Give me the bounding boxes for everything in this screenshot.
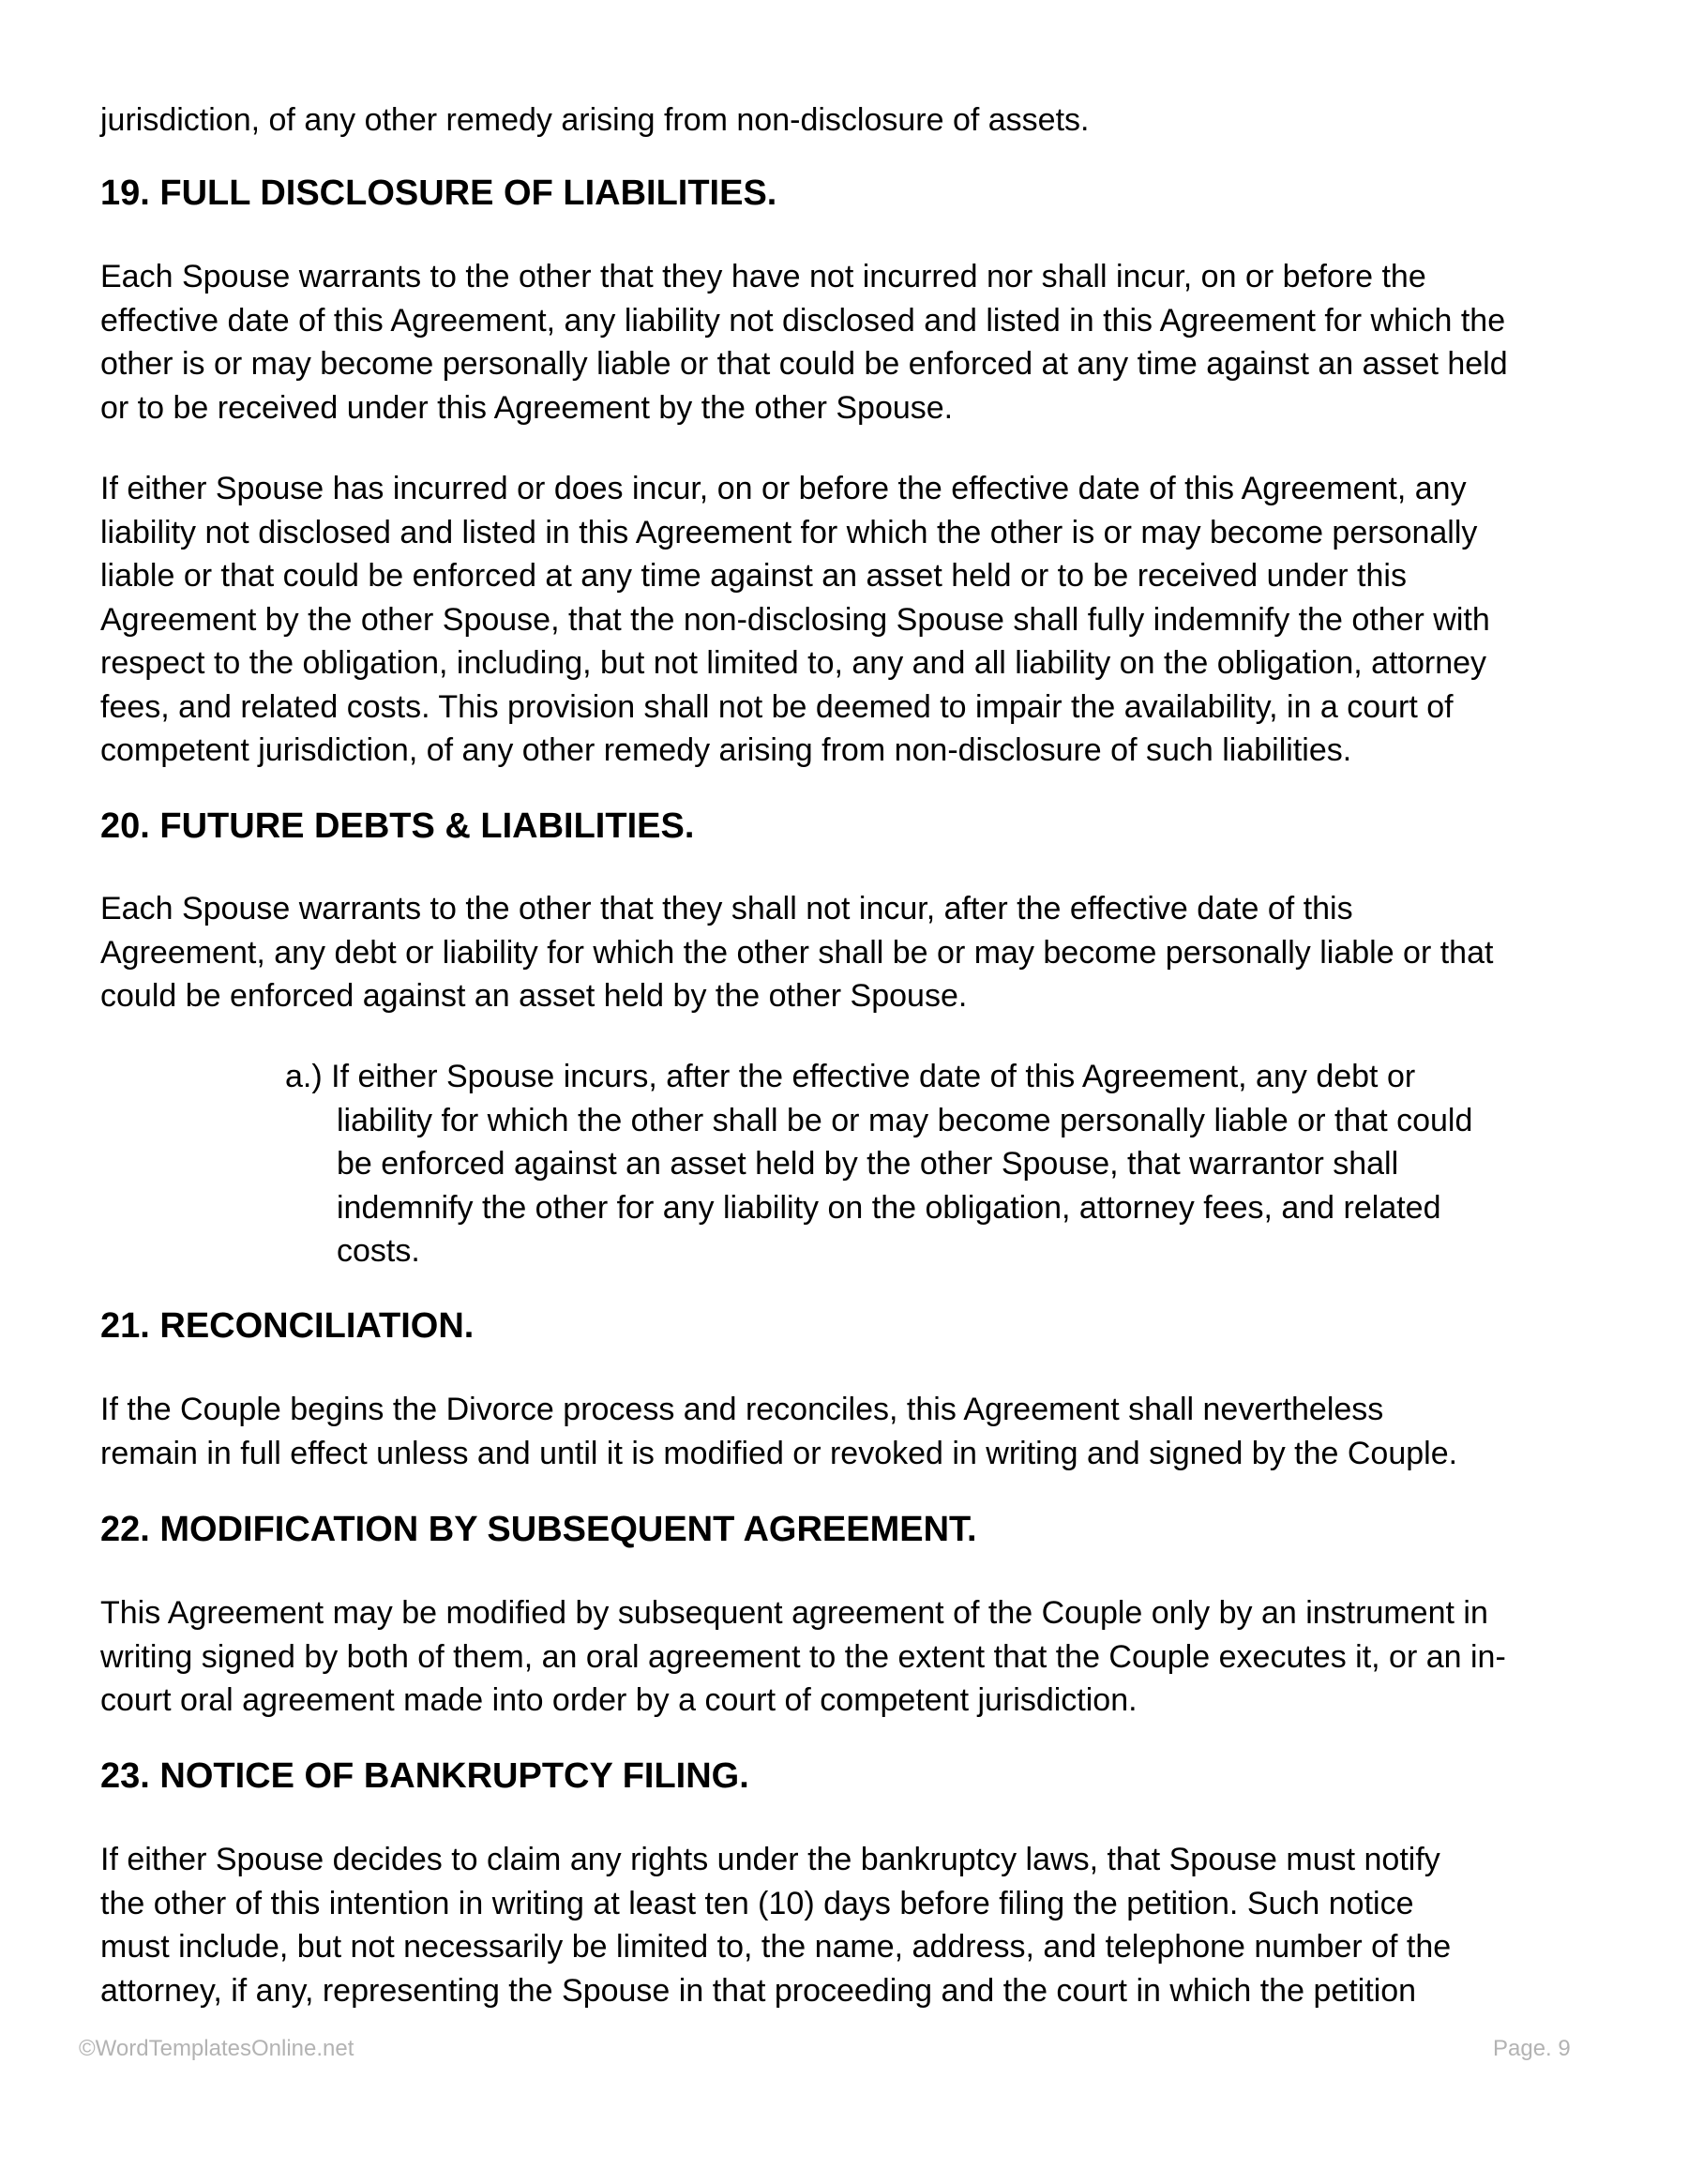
section-20-paragraph-1: [100, 887, 1493, 1018]
section-19-paragraph-1: [100, 255, 1508, 429]
text-line: must include, but not necessarily be limited to, the name, address, and telephone number of the: [100, 1929, 1452, 1965]
section-23-paragraph-1: [100, 1838, 1451, 2012]
text-line: Agreement by the other Spouse, that the non-disclosing Spouse shall fully indemnify the other with: [100, 601, 1490, 638]
text-line: a.) If either Spouse incurs, after the effective date of this Agreement, any debt or: [285, 1059, 1416, 1094]
text-line: Each Spouse warrants to the other that they have not incurred nor shall incur, on or before the: [100, 259, 1426, 294]
text-line: writing signed by both of them, an oral agreement to the extent that the Couple executes it, or an in-: [100, 1638, 1506, 1675]
text-line: If either Spouse has incurred or does incur, on or before the effective date of this Agreement, any: [100, 471, 1467, 506]
text-line: effective date of this Agreement, any liability not disclosed and listed in this Agreement for which the: [100, 302, 1506, 339]
section-21-paragraph-1: [100, 1388, 1457, 1475]
text-line: costs.: [337, 1233, 420, 1269]
section-19-paragraph-2: [100, 467, 1490, 773]
text-line: the other of this intention in writing at least ten (10) days before filing the petition. Such notice: [100, 1885, 1414, 1921]
text-line: other is or may become personally liable or that could be enforced at any time against an asset held: [100, 346, 1508, 382]
section-23-heading: 23. NOTICE OF BANKRUPTCY FILING.: [100, 1756, 749, 1796]
footer-page-number: Page. 9: [1493, 2036, 1571, 2061]
text-line: If either Spouse decides to claim any rights under the bankruptcy laws, that Spouse must notify: [100, 1842, 1440, 1877]
footer-copyright: ©WordTemplatesOnline.net: [79, 2036, 354, 2061]
text-line: Each Spouse warrants to the other that they shall not incur, after the effective date of this: [100, 891, 1353, 926]
text-line: liability not disclosed and listed in this Agreement for which the other is or may become personally: [100, 514, 1478, 550]
text-line: liability for which the other shall be or may become personally liable or that could: [337, 1102, 1473, 1138]
text-line: attorney, if any, representing the Spouse in that proceeding and the court in which the petition: [100, 1972, 1417, 2009]
text-line: If the Couple begins the Divorce process and reconciles, this Agreement shall nevertheless: [100, 1392, 1384, 1427]
text-line: liable or that could be enforced at any time against an asset held or to be received under this: [100, 558, 1407, 594]
section-22-paragraph-1: [100, 1591, 1506, 1723]
text-line: indemnify the other for any liability on the obligation, attorney fees, and related: [337, 1189, 1441, 1226]
section-20-heading: 20. FUTURE DEBTS & LIABILITIES.: [100, 806, 695, 846]
paragraph-continuation: jurisdiction, of any other remedy arising from non-disclosure of assets.: [100, 102, 1090, 138]
text-line: Agreement, any debt or liability for which the other shall be or may become personally liable or that: [100, 934, 1494, 971]
section-21-heading: 21. RECONCILIATION.: [100, 1306, 475, 1346]
text-line: This Agreement may be modified by subsequent agreement of the Couple only by an instrument in: [100, 1595, 1488, 1631]
text-line: could be enforced against an asset held by the other Spouse.: [100, 978, 968, 1014]
text-line: court oral agreement made into order by a court of competent jurisdiction.: [100, 1682, 1138, 1718]
section-20-item-a: [100, 1055, 1601, 1273]
text-line: respect to the obligation, including, but not limited to, any and all liability on the obligation, attorney: [100, 645, 1487, 681]
text-line: or to be received under this Agreement by the other Spouse.: [100, 389, 954, 426]
text-line: be enforced against an asset held by the other Spouse, that warrantor shall: [337, 1146, 1399, 1182]
section-22-heading: 22. MODIFICATION BY SUBSEQUENT AGREEMENT.: [100, 1510, 977, 1549]
text-line: competent jurisdiction, of any other remedy arising from non-disclosure of such liabilities.: [100, 732, 1352, 768]
text-line: fees, and related costs. This provision shall not be deemed to impair the availability, in a court of: [100, 688, 1454, 725]
section-19-heading: 19. FULL DISCLOSURE OF LIABILITIES.: [100, 173, 777, 213]
text-line: remain in full effect unless and until it is modified or revoked in writing and signed by the Couple.: [100, 1435, 1458, 1471]
